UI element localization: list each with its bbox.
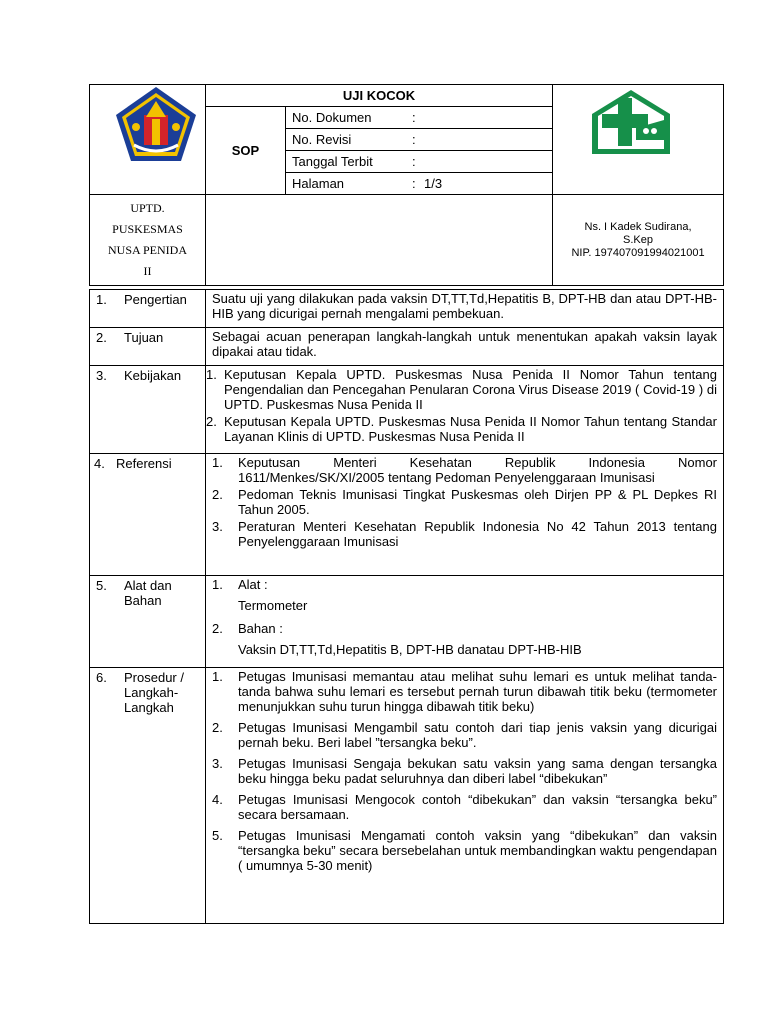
meta-tanggal-terbit: Tanggal Terbit : [286,151,553,173]
alat-bahan-list-2 [212,621,717,636]
tujuan-text: Sebagai acuan penerapan langkah-langkah untuk menentukan apakah vaksin layak dipakai atau tidak. [206,328,724,366]
procedure-table [89,289,724,924]
pengertian-text: Suatu uji yang dilakukan pada vaksin DT,TT,Td,Hepatitis B, DPT-HB dan atau DPT-HB-HIB yang dicurigai pernah mengalami pembekuan. [206,290,724,328]
bahan-value: Vaksin DT,TT,Td,Hepatitis B, DPT-HB danatau DPT-HB-HIB [238,642,582,657]
prosedur-list [212,669,717,873]
row-referensi: 4. Referensi 1. Keputusan Menteri Kesehatan Republik Indonesia Nomor 1611/Menkes/SK/XI/2005 tentang Pedoman Penyelenggaraan Imunisasi 2. Pedoman Teknis Imunisasi Tingkat Puskesmas oleh Dirjen PP & PL Depkes RI Tahun 2005. 3. Peraturan Menteri Kesehatan Republik Indonesia No 42 Tahun 2013 tentang Penyelenggaraan Imunisasi [90,454,724,576]
list-item: 5. Petugas Imunisasi Mengamati contoh vaksin yang “dibekukan” dan vaksin “tersangka beku” secara bersebelahan untuk membandingkan waktu pengendapan ( umumnya 5-30 menit) [212,828,717,873]
alat-value: Termometer [238,598,308,613]
document-title: UJI KOCOK [206,85,553,107]
row-prosedur: 6. Prosedur / Langkah-Langkah 1. Petugas Imunisasi memantau atau melihat suhu lemari es untuk melihat tanda-tanda bahwa suhu lemari es tersebut pernah turun dibawah titik beku (termometer menunjukkan suhu turun hingga dibawah titik beku) 2. Petugas Imunisasi Mengambil satu contoh dari tiap jenis vaksin yang dicurigai pernah beku. Beri label ”tersangka beku”. 3. Petugas Imunisasi Sengaja bekukan satu vaksin yang sama dengan tersangka beku hingga beku padat seluruhnya dan diberi label “dibekukan” 4. Petugas Imunisasi Mengocok contoh “dibekukan” dan vaksin “tersangka beku” secara bersamaan. 5. Petugas Imunisasi Mengamati contoh vaksin yang “dibekukan” dan vaksin “tersangka beku” secara bersebelahan untuk membandingkan waktu pengendapan ( umumnya 5-30 menit) [90,668,724,924]
list-item: 2. Bahan : [212,621,283,636]
meta-no-dokumen: No. Dokumen : [286,107,553,129]
meta-no-revisi: No. Revisi : [286,129,553,151]
uptd-name: UPTD. PUSKESMAS NUSA PENIDA II [90,195,206,286]
kebijakan-list [206,367,717,444]
referensi-list [212,455,717,549]
row-kebijakan: 3. Kebijakan 1. Keputusan Kepala UPTD. Puskesmas Nusa Penida II Nomor Tahun tentang Pengendalian dan Pencegahan Penularan Corona Virus Disease 2019 ( Covid-19 ) di UPTD. Puskesmas Nusa Penida II 2. Keputusan Kepala UPTD. Puskesmas Nusa Penida II Nomor Tahun tentang Standar Layanan Klinis di UPTD. Puskesmas Nusa Penida II [90,366,724,454]
signer-block: Ns. I Kadek Sudirana, S.Kep NIP. 197407091994021001 [553,195,724,286]
meta-halaman: Halaman : 1/3 [286,173,553,195]
list-item: 1. Keputusan Menteri Kesehatan Republik Indonesia Nomor 1611/Menkes/SK/XI/2005 tentang Pedoman Penyelenggaraan Imunisasi [212,455,717,485]
list-item: 1. Alat : [212,577,268,592]
alat-bahan-list [212,577,717,592]
list-item: 4. Petugas Imunisasi Mengocok contoh “dibekukan” dan vaksin “tersangka beku” secara bersamaan. [212,792,717,822]
puskesmas-logo-icon [586,84,676,162]
bali-emblem-icon [114,85,198,163]
row-tujuan: 2. Tujuan Sebagai acuan penerapan langkah-langkah untuk menentukan apakah vaksin layak dipakai atau tidak. [90,328,724,366]
sop-label: SOP [206,107,286,195]
list-item: 2. Petugas Imunisasi Mengambil satu contoh dari tiap jenis vaksin yang dicurigai pernah beku. Beri label ”tersangka beku”. [212,720,717,750]
signature-space [206,195,553,286]
list-item: 2. Pedoman Teknis Imunisasi Tingkat Puskesmas oleh Dirjen PP & PL Depkes RI Tahun 2005. [212,487,717,517]
row-pengertian: 1. Pengertian Suatu uji yang dilakukan pada vaksin DT,TT,Td,Hepatitis B, DPT-HB dan atau DPT-HB-HIB yang dicurigai pernah mengalami pembekuan. [90,290,724,328]
list-item: 1. Petugas Imunisasi memantau atau melihat suhu lemari es untuk melihat tanda-tanda bahwa suhu lemari es tersebut pernah turun dibawah titik beku (termometer menunjukkan suhu turun hingga dibawah titik beku) [212,669,717,714]
list-item: 1. Keputusan Kepala UPTD. Puskesmas Nusa Penida II Nomor Tahun tentang Pengendalian dan Pencegahan Penularan Corona Virus Disease 2019 ( Covid-19 ) di UPTD. Puskesmas Nusa Penida II [206,367,717,412]
list-item: 3. Petugas Imunisasi Sengaja bekukan satu vaksin yang sama dengan tersangka beku hingga beku padat seluruhnya dan diberi label “dibekukan” [212,756,717,786]
list-item: 2. Keputusan Kepala UPTD. Puskesmas Nusa Penida II Nomor Tahun tentang Standar Layanan Klinis di UPTD. Puskesmas Nusa Penida II [206,414,717,444]
list-item: 3. Peraturan Menteri Kesehatan Republik Indonesia No 42 Tahun 2013 tentang Penyelenggaraan Imunisasi [212,519,717,549]
row-alat-bahan: 5. Alat dan Bahan 1. Alat : Termometer 2. Bahan : Vaksin DT,TT,Td,Hepatitis B, DPT-HB danatau DPT-HB-HIB [90,576,724,668]
